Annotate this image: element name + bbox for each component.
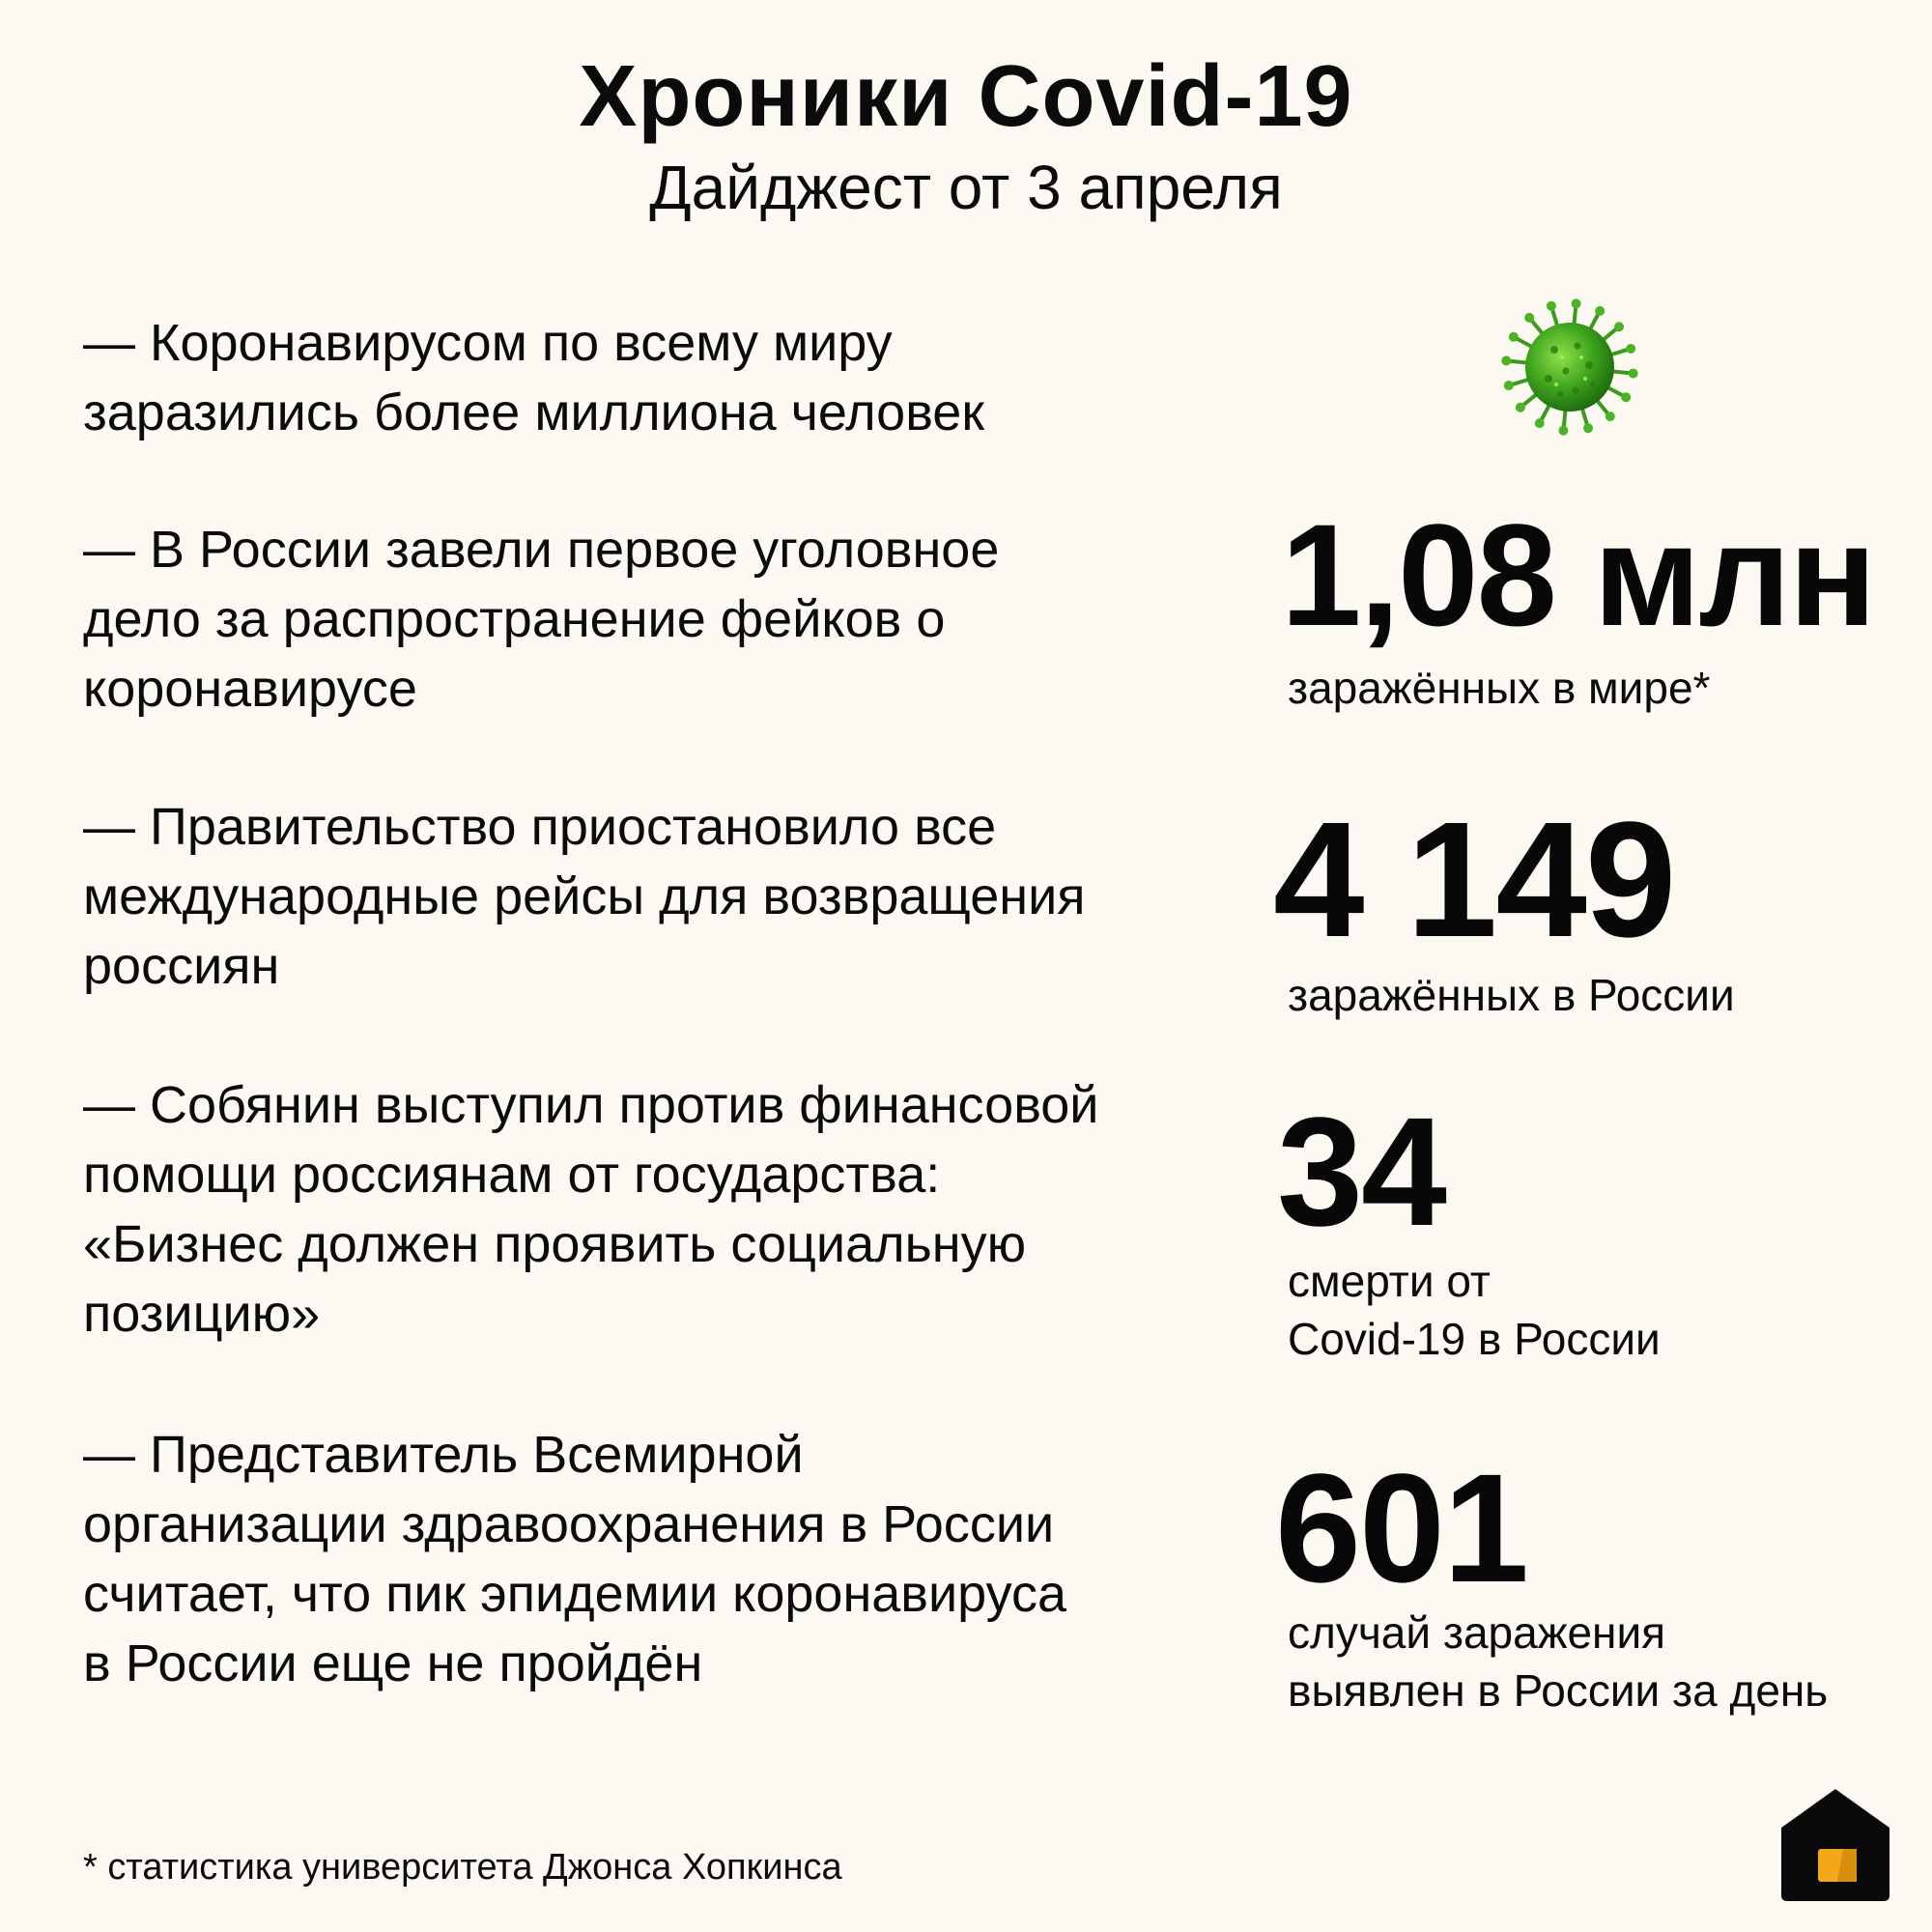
news-line: организации здравоохранения в России bbox=[83, 1495, 1055, 1553]
page-subtitle: Дайджест от 3 апреля bbox=[649, 153, 1283, 222]
news-line: помощи россиянам от государства: bbox=[83, 1146, 941, 1204]
news-line: заразились более миллиона человек bbox=[83, 384, 984, 441]
virus-spike-tip bbox=[1583, 423, 1593, 433]
stat-daily-cases-value: 601 bbox=[1275, 1441, 1527, 1614]
news-line: — Коронавирусом по всему миру bbox=[83, 314, 893, 372]
virus-spike-tip bbox=[1524, 313, 1534, 323]
stat-daily-cases-caption bbox=[1288, 1604, 1828, 1719]
news-line: в России еще не пройдён bbox=[83, 1634, 703, 1692]
stat-russia-deaths-caption bbox=[1288, 1252, 1661, 1368]
stat-world-cases-value: 1,08 млн bbox=[1281, 494, 1875, 656]
virus-spike-tip bbox=[1572, 298, 1581, 308]
stat-russia-cases-value: 4 149 bbox=[1273, 788, 1675, 972]
news-line: дело за распространение фейков о bbox=[83, 590, 946, 648]
news-line: «Бизнес должен проявить социальную bbox=[83, 1215, 1027, 1273]
news-line: — Представитель Всемирной bbox=[83, 1426, 804, 1484]
news-line: — В России завели первое уголовное bbox=[83, 521, 1000, 579]
news-item bbox=[83, 308, 1242, 447]
virus-spike-tip bbox=[1501, 355, 1511, 365]
house-logo-icon bbox=[1779, 1787, 1891, 1903]
news-line: коронавирусе bbox=[83, 660, 417, 718]
virus-spike-tip bbox=[1605, 412, 1615, 421]
virus-spike-tip bbox=[1516, 403, 1525, 412]
virus-spike-tip bbox=[1547, 301, 1556, 311]
news-line: международные рейсы для возвращения bbox=[83, 867, 1086, 925]
stat-caption-line: заражённых в России bbox=[1288, 970, 1735, 1020]
virus-spike-tip bbox=[1504, 381, 1514, 390]
news-line: считает, что пик эпидемии коронавируса bbox=[83, 1565, 1067, 1623]
virus-spike-tip bbox=[1535, 418, 1545, 428]
virus-spike-tip bbox=[1595, 306, 1605, 316]
footnote: * статистика университета Джонса Хопкинса bbox=[83, 1847, 842, 1888]
news-line: — Собянин выступил против финансовой bbox=[83, 1076, 1099, 1134]
header bbox=[0, 48, 1932, 226]
virus-spike-tip bbox=[1621, 392, 1631, 402]
virus-spike-tip bbox=[1558, 426, 1568, 436]
virus-spike-tip bbox=[1614, 322, 1624, 331]
news-line: позицию» bbox=[83, 1285, 321, 1343]
virus-spike-tip bbox=[1626, 344, 1635, 354]
page-title: Хроники Covid-19 bbox=[579, 48, 1353, 145]
stat-caption-line: выявлен в России за день bbox=[1288, 1665, 1829, 1716]
virus-spike-tip bbox=[1629, 369, 1638, 379]
news-item bbox=[83, 515, 1242, 724]
news-item bbox=[83, 792, 1242, 1001]
stat-caption-line: Covid-19 в России bbox=[1288, 1314, 1661, 1364]
news-item bbox=[83, 1070, 1242, 1349]
stat-russia-deaths-value: 34 bbox=[1277, 1085, 1445, 1258]
stat-caption-line: смерти от bbox=[1288, 1256, 1491, 1306]
virus-icon bbox=[1492, 290, 1647, 444]
virus-spike-tip bbox=[1509, 332, 1519, 342]
news-line: россиян bbox=[83, 937, 280, 995]
news-item bbox=[83, 1420, 1242, 1698]
stat-caption-line: случай заражения bbox=[1288, 1607, 1666, 1658]
stat-caption-line: заражённых в мире* bbox=[1288, 663, 1711, 713]
stat-russia-cases-caption bbox=[1288, 966, 1735, 1024]
news-line: — Правительство приостановило все bbox=[83, 798, 997, 856]
stat-world-cases-caption bbox=[1288, 659, 1710, 717]
